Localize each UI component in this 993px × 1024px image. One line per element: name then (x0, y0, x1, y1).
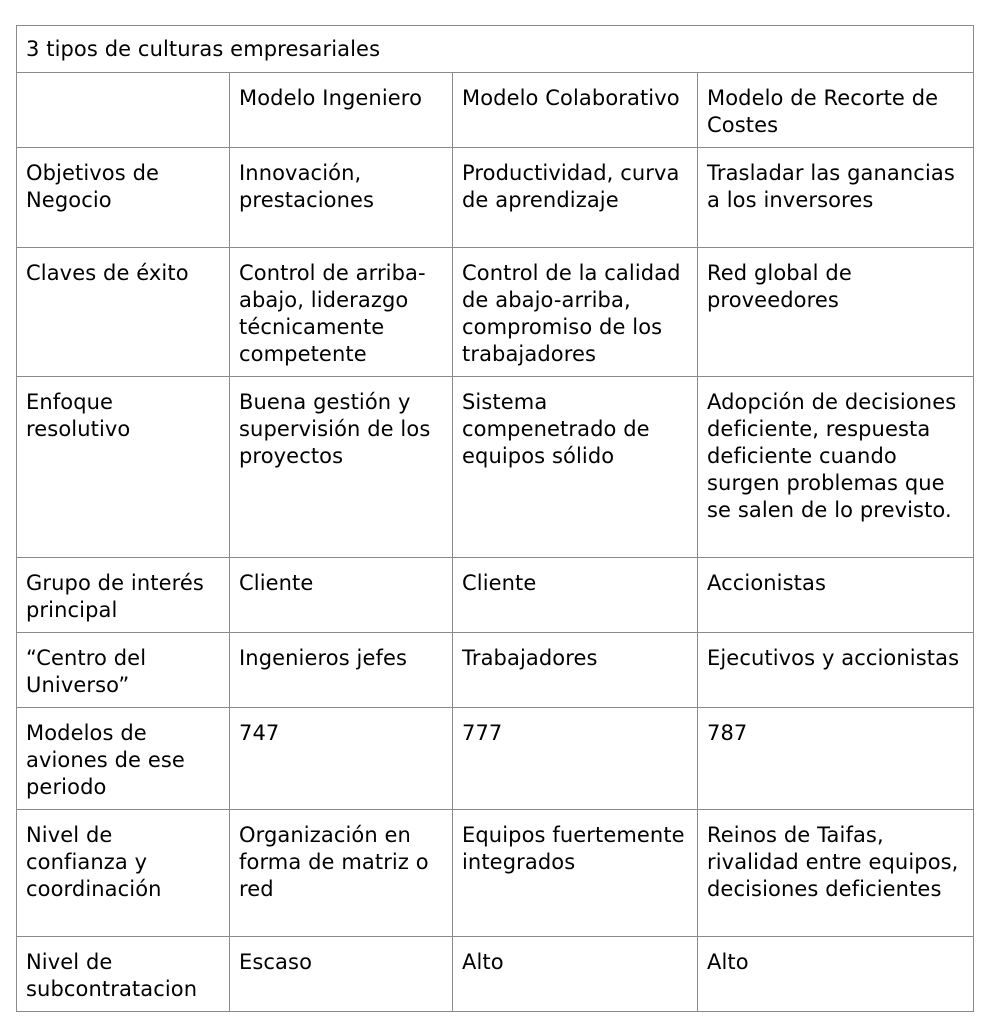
header-modelo-colaborativo: Modelo Colaborativo (453, 73, 698, 148)
cell-recorte: Alto (698, 937, 974, 1012)
table-row (17, 633, 974, 708)
cell-ingeniero: Control de arriba-abajo, liderazgo técnicamente competente (230, 248, 453, 377)
cell-ingeniero: Organización en forma de matriz o red (230, 810, 453, 937)
cell-recorte: Ejecutivos y accionistas (698, 633, 974, 708)
row-label: Claves de éxito (17, 248, 230, 377)
cell-ingeniero: Innovación, prestaciones (230, 148, 453, 248)
row-label: Objetivos de Negocio (17, 148, 230, 248)
cell-ingeniero: Buena gestión y supervisión de los proyectos (230, 377, 453, 558)
cell-recorte: Trasladar las ganancias a los inversores (698, 148, 974, 248)
cell-colaborativo: Cliente (453, 558, 698, 633)
table-header-row (17, 73, 974, 148)
cell-colaborativo: Sistema compenetrado de equipos sólido (453, 377, 698, 558)
row-label: Grupo de interés principal (17, 558, 230, 633)
table-row (17, 937, 974, 1012)
header-modelo-recorte-costes: Modelo de Recorte de Costes (698, 73, 974, 148)
row-label: Nivel de subcontratacion (17, 937, 230, 1012)
table-row (17, 148, 974, 248)
cell-ingeniero: Ingenieros jefes (230, 633, 453, 708)
table-row (17, 810, 974, 937)
cell-colaborativo: Productividad, curva de aprendizaje (453, 148, 698, 248)
cell-ingeniero: 747 (230, 708, 453, 810)
table-row (17, 708, 974, 810)
header-blank-cell (17, 73, 230, 148)
cell-recorte: Red global de proveedores (698, 248, 974, 377)
cell-colaborativo: Control de la calidad de abajo-arriba, compromiso de los trabajadores (453, 248, 698, 377)
row-label: Nivel de confianza y coordinación (17, 810, 230, 937)
table-row (17, 377, 974, 558)
row-label: Enfoque resolutivo (17, 377, 230, 558)
cell-recorte: 787 (698, 708, 974, 810)
cell-colaborativo: 777 (453, 708, 698, 810)
table-row (17, 558, 974, 633)
cell-recorte: Reinos de Taifas, rivalidad entre equipos, decisiones deficientes (698, 810, 974, 937)
table-title-row (17, 26, 974, 73)
culture-comparison-table (16, 25, 974, 1012)
cell-ingeniero: Escaso (230, 937, 453, 1012)
cell-colaborativo: Alto (453, 937, 698, 1012)
table-title: 3 tipos de culturas empresariales (17, 26, 974, 73)
cell-colaborativo: Equipos fuertemente integrados (453, 810, 698, 937)
row-label: “Centro del Universo” (17, 633, 230, 708)
table-row (17, 248, 974, 377)
cell-ingeniero: Cliente (230, 558, 453, 633)
cell-recorte: Adopción de decisiones deficiente, respuesta deficiente cuando surgen problemas que se salen de lo previsto. (698, 377, 974, 558)
header-modelo-ingeniero: Modelo Ingeniero (230, 73, 453, 148)
cell-colaborativo: Trabajadores (453, 633, 698, 708)
row-label: Modelos de aviones de ese periodo (17, 708, 230, 810)
cell-recorte: Accionistas (698, 558, 974, 633)
